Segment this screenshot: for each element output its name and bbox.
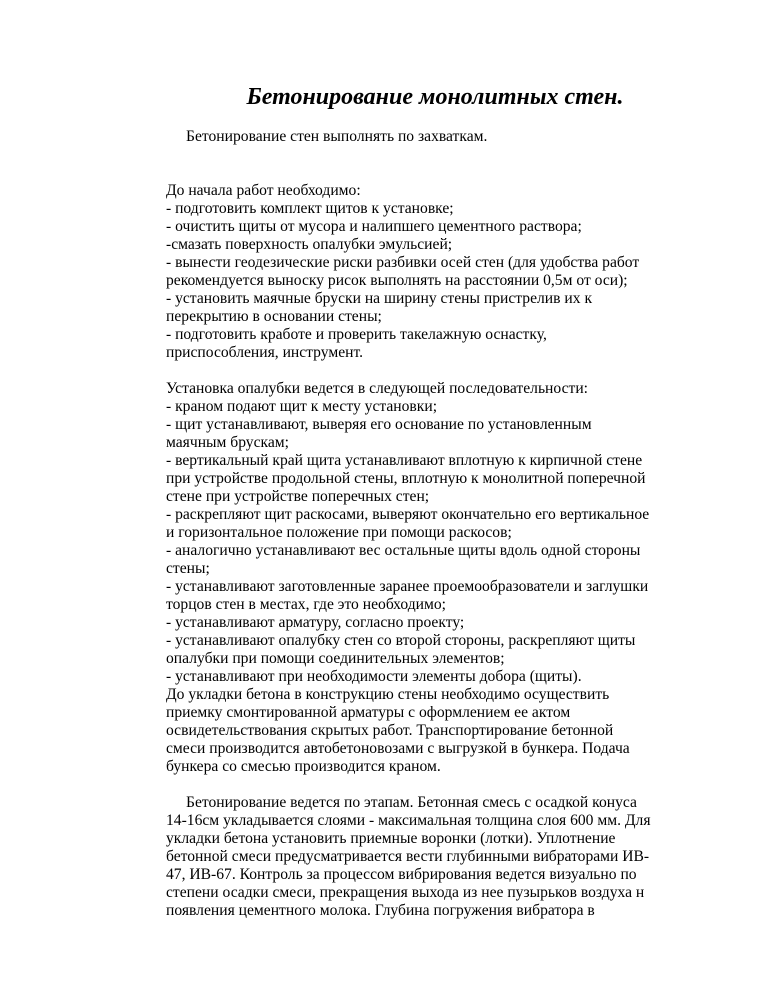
paragraph-spacer [166, 362, 714, 380]
text-line: укладки бетона установить приемные воронки (лотки). Уплотнение [166, 830, 616, 847]
text-line: опалубки при помощи соединительных элементов; [166, 650, 505, 667]
text-line: рекомендуется выноску рисок выполнять на расстоянии 0,5м от оси); [166, 272, 628, 289]
text-line: смеси производится автобетоновозами с выгрузкой в бункера. Подача [166, 740, 630, 757]
text-line: приемку смонтированной арматуры с оформлением ее актом [166, 704, 571, 721]
text-line: при устройстве продольной стены, вплотную к монолитной поперечной [166, 470, 646, 487]
text-line: бетонной смеси предусматривается вести глубинными вибраторами ИВ- [166, 848, 650, 865]
preparation-section [166, 182, 714, 362]
text-line: и горизонтальное положение при помощи раскосов; [166, 524, 512, 541]
text-line: - раскрепляют щит раскосами, выверяют окончательно его вертикальное [166, 506, 650, 523]
text-line: -смазать поверхность опалубки эмульсией; [166, 236, 453, 253]
paragraph-spacer [166, 776, 714, 794]
intro-paragraph: Бетонирование стен выполнять по захваткам. [186, 128, 488, 145]
text-line: появления цементного молока. Глубина погружения вибратора в [166, 902, 595, 919]
text-line: маячным брускам; [166, 434, 289, 451]
text-line: До начала работ необходимо: [166, 182, 361, 199]
text-line: 14-16см укладывается слоями - максимальная толщина слоя 600 мм. Для [166, 812, 651, 829]
text-line: освидетельствования скрытых работ. Транспортирование бетонной [166, 722, 614, 739]
text-line: степени осадки смеси, прекращения выхода из нее пузырьков воздуха н [166, 884, 645, 901]
text-line: - аналогично устанавливают вес остальные щиты вдоль одной стороны [166, 542, 641, 559]
text-line: перекрытию в основании стены; [166, 308, 382, 325]
document-title: Бетонирование монолитных стен. [246, 84, 624, 110]
text-line: До укладки бетона в конструкцию стены необходимо осуществить [166, 686, 610, 703]
text-line: - устанавливают заготовленные заранее проемообразователи и заглушки [166, 578, 649, 595]
text-line: Установка опалубки ведется в следующей последовательности: [166, 380, 589, 397]
text-line: - подготовить комплект щитов к установке; [166, 200, 454, 217]
text-line: приспособления, инструмент. [166, 344, 364, 361]
text-line: Бетонирование ведется по этапам. Бетонная смесь с осадкой конуса [186, 794, 637, 811]
document-body [166, 128, 714, 920]
paragraph-spacer [166, 164, 714, 182]
text-line: - устанавливают арматуру, согласно проекту; [166, 614, 465, 631]
text-line: бункера со смесью производится краном. [166, 758, 441, 775]
text-line: - вертикальный край щита устанавливают вплотную к кирпичной стене [166, 452, 643, 469]
text-line: - устанавливают при необходимости элементы добора (щиты). [166, 668, 582, 685]
text-line: - устанавливают опалубку стен со второй стороны, раскрепляют щиты [166, 632, 636, 649]
text-line: - щит устанавливают, выверяя его основание по установленным [166, 416, 592, 433]
text-line: торцов стен в местах, где это необходимо; [166, 596, 446, 613]
text-line: - краном подают щит к месту установки; [166, 398, 438, 415]
text-line: - вынести геодезические риски разбивки осей стен (для удобства работ [166, 254, 640, 271]
concreting-section [166, 794, 714, 920]
installation-section [166, 380, 714, 776]
text-line: стены; [166, 560, 210, 577]
text-line: - установить маячные бруски на ширину стены пристрелив их к [166, 290, 593, 307]
text-line: 47, ИВ-67. Контроль за процессом вибрирования ведется визуально по [166, 866, 637, 883]
text-line: - подготовить кработе и проверить такелажную оснастку, [166, 326, 547, 343]
text-line: - очистить щиты от мусора и налипшего цементного раствора; [166, 218, 582, 235]
text-line: стене при устройстве поперечных стен; [166, 488, 430, 505]
